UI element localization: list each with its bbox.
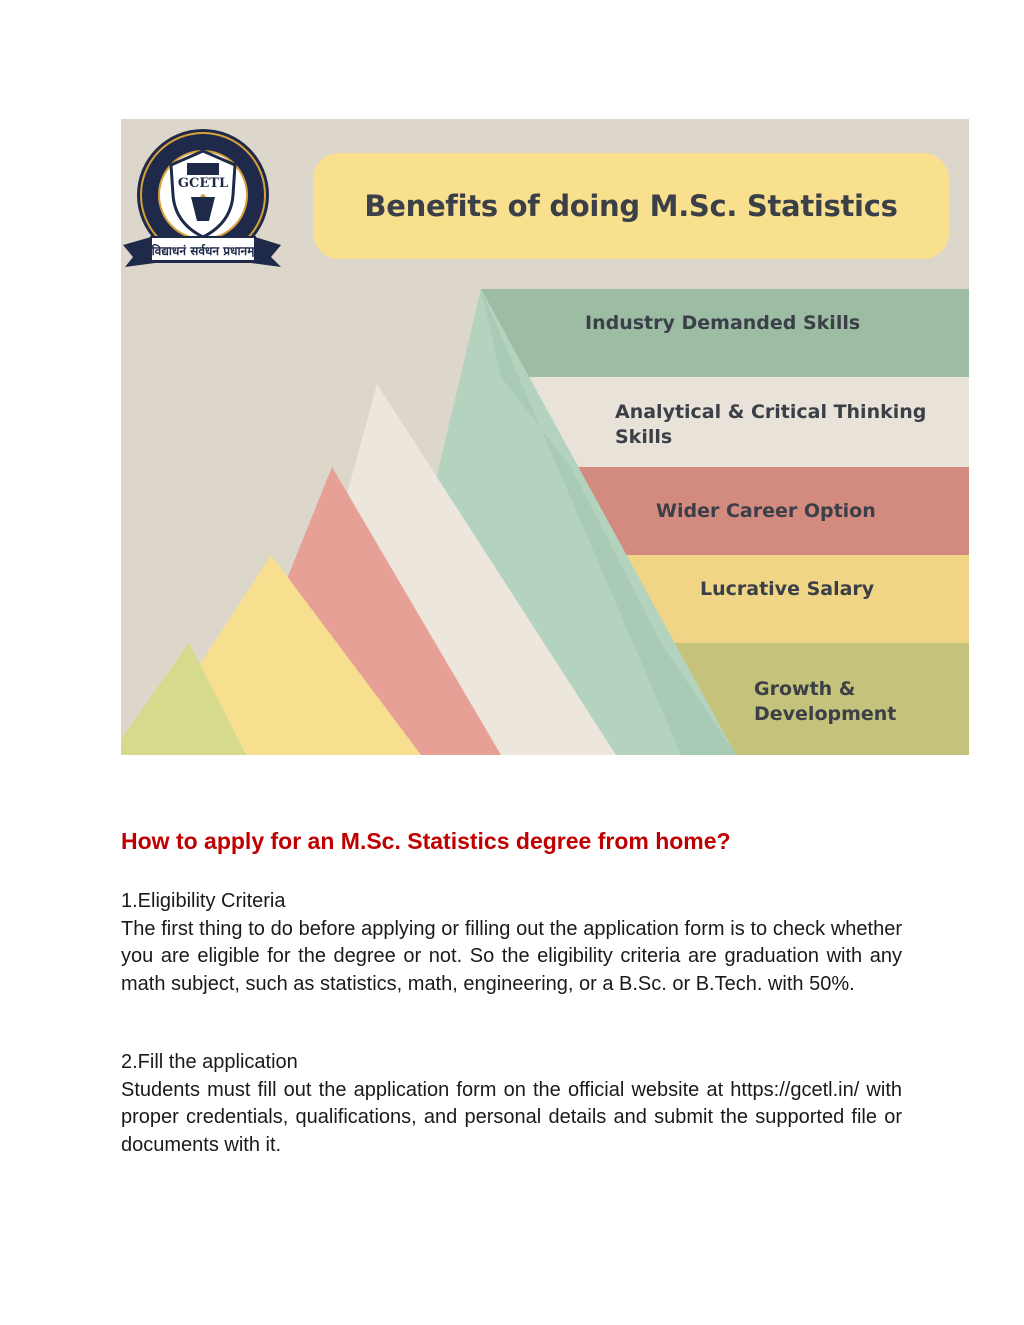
infographic-title-box <box>313 153 949 259</box>
section-body: The first thing to do before applying or filling out the application form is to check whether you are eligible for the degree or not. So the eligibility criteria are graduation with any math subject, such as statistics, math, engineering, or a B.Sc. or B.Tech. with 50%. <box>121 917 902 995</box>
article-heading: How to apply for an M.Sc. Statistics degree from home? <box>121 828 731 854</box>
gcetl-logo <box>121 125 283 285</box>
logo-text: GCETL <box>177 176 229 191</box>
benefit-label-industry-skills: Industry Demanded Skills <box>585 312 861 334</box>
benefits-infographic <box>121 119 969 755</box>
infographic-title: Benefits of doing M.Sc. Statistics <box>364 189 898 223</box>
benefit-label-career: Wider Career Option <box>656 500 876 522</box>
benefit-label-salary: Lucrative Salary <box>700 578 875 600</box>
benefit-label-analytical: Analytical & Critical Thinking Skills <box>615 401 927 448</box>
section-subheading: 2.Fill the application <box>121 1051 298 1073</box>
section-application <box>121 1049 902 1159</box>
section-eligibility <box>121 888 902 998</box>
benefit-label-growth: Growth & Development <box>754 678 897 725</box>
section-subheading: 1.Eligibility Criteria <box>121 890 286 912</box>
section-body: Students must fill out the application form on the official website at https://gcetl.in/ with proper credentials, qualifications, and personal details and submit the supported file or documents with it. <box>121 1078 902 1156</box>
logo-motto: विद्याधनं सर्वधन प्रधानम् <box>151 244 255 258</box>
